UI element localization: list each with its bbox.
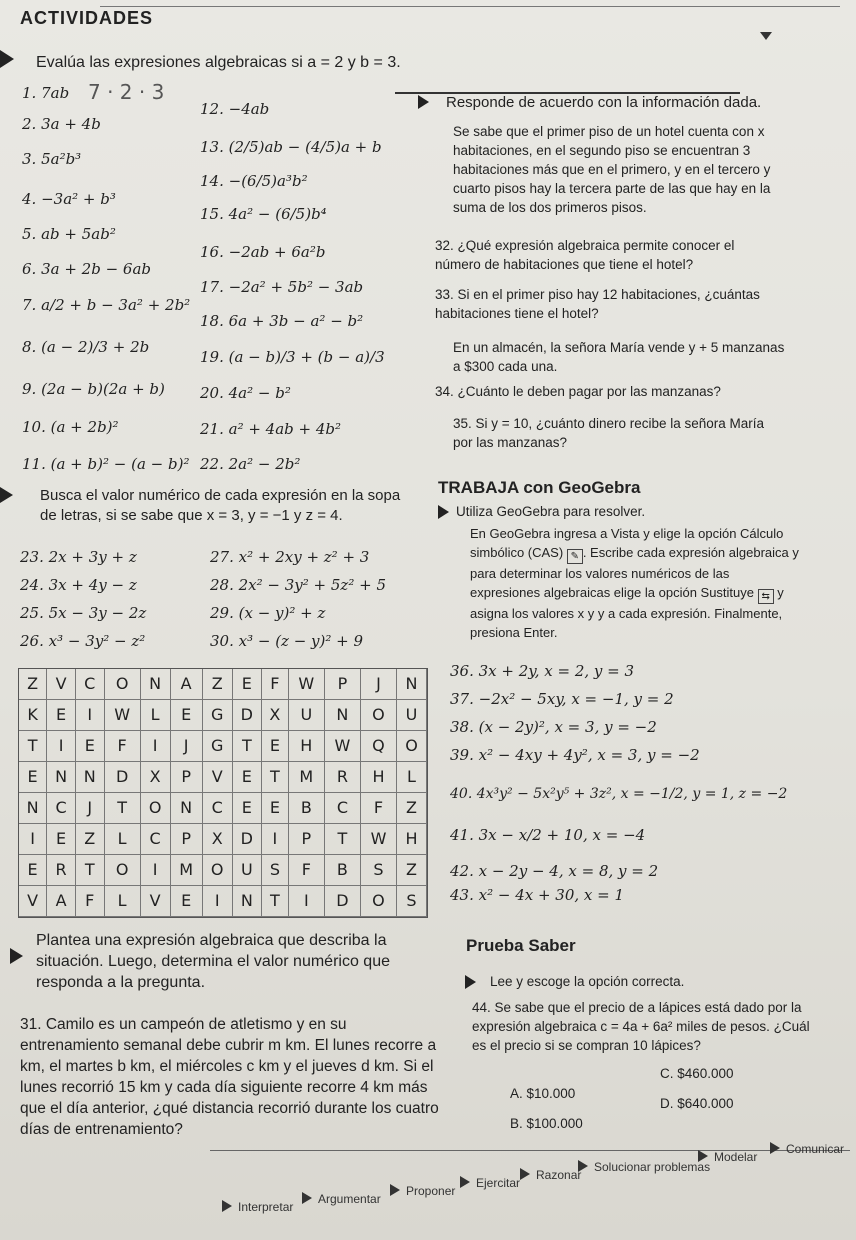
grid-cell[interactable]: O xyxy=(104,854,140,885)
expr-item: 42. x − 2y − 4, x = 8, y = 2 xyxy=(450,862,659,880)
expr-item: 14. −(6/5)a³b² xyxy=(200,172,308,190)
corner-mark-icon xyxy=(760,32,772,40)
grid-cell[interactable]: N xyxy=(397,669,427,699)
expr-item: 30. x³ − (z − y)² + 9 xyxy=(210,632,364,650)
grid-cell[interactable]: M xyxy=(170,854,202,885)
question-33: 33. Si en el primer piso hay 12 habitaciones, ¿cuántas habitaciones tiene el hotel? xyxy=(435,287,760,321)
bullet-arrow-icon xyxy=(0,50,14,68)
geogebra-body-part3: y asigna los valores x y y a cada expresión. Finalmente, presiona Enter. xyxy=(470,585,784,640)
grid-row xyxy=(19,854,427,885)
footer-item: Proponer xyxy=(390,1184,455,1198)
grid-cell[interactable]: E xyxy=(47,699,76,730)
grid-cell[interactable]: P xyxy=(170,823,202,854)
question-44: 44. Se sabe que el precio de a lápices está dado por la expresión algebraica c = 4a + 6a² miles de pesos. ¿Cuál es el precio si se compran 10 lápices? xyxy=(472,1000,810,1053)
section-title: ACTIVIDADES xyxy=(20,8,154,28)
question-31: 31. Camilo es un campeón de atletismo y en su entrenamiento semanal debe cubrir m km. El lunes recorre a km, el martes b km, el miércoles c km y el jueves d km. Si el lunes recorrió 15 km y cada día siguiente recorre 4 km más que el día anterior, ¿qué distancia recorrió durante los cuatro días de entrenamiento? xyxy=(20,1016,439,1138)
grid-cell[interactable]: L xyxy=(104,885,140,916)
footer-item: Modelar xyxy=(698,1150,757,1164)
grid-cell[interactable]: N xyxy=(140,669,170,699)
expr-item: 26. x³ − 3y² − z² xyxy=(20,632,146,650)
grid-cell[interactable]: C xyxy=(140,823,170,854)
grid-cell[interactable]: V xyxy=(19,885,47,916)
grid-cell[interactable]: F xyxy=(262,669,289,699)
question-35: 35. Si y = 10, ¿cuánto dinero recibe la señora María por las manzanas? xyxy=(453,416,765,450)
grid-cell[interactable]: H xyxy=(288,730,324,761)
arrow-icon xyxy=(460,1176,470,1188)
geogebra-body-part2: . Escribe cada expresión algebraica y para determinar los valores numéricos de las expresiones algebraicas elige la opción Sustituye xyxy=(470,545,799,600)
expr-item: 12. −4ab xyxy=(200,100,270,118)
expr-item: 20. 4a² − b² xyxy=(200,384,291,402)
grid-row xyxy=(19,669,427,699)
handwritten-note: 7 · 2 · 3 xyxy=(88,80,165,104)
grid-cell[interactable]: U xyxy=(288,699,324,730)
expr-item: 37. −2x² − 5xy, x = −1, y = 2 xyxy=(450,690,674,708)
plantea-instruction: Plantea una expresión algebraica que describa la situación. Luego, determina el valor numérico que responda a la pregunta. xyxy=(36,932,390,991)
expr-item: 27. x² + 2xy + z² + 3 xyxy=(210,548,370,566)
grid-cell[interactable]: E xyxy=(170,699,202,730)
arrow-icon xyxy=(698,1150,708,1162)
grid-row xyxy=(19,699,427,730)
grid-cell[interactable]: H xyxy=(397,823,427,854)
grid-cell[interactable]: N xyxy=(324,699,360,730)
word-search-grid xyxy=(18,668,428,918)
grid-cell[interactable]: B xyxy=(288,792,324,823)
grid-cell[interactable]: D xyxy=(232,823,261,854)
grid-cell[interactable]: O xyxy=(104,669,140,699)
grid-cell[interactable]: Z xyxy=(75,823,104,854)
grid-cell[interactable]: G xyxy=(202,730,232,761)
grid-cell[interactable]: D xyxy=(232,699,261,730)
grid-cell[interactable]: J xyxy=(360,669,396,699)
arrow-icon xyxy=(520,1168,530,1180)
grid-cell[interactable]: C xyxy=(75,669,104,699)
geogebra-instruction: Utiliza GeoGebra para resolver. xyxy=(456,504,646,519)
expr-item: 21. a² + 4ab + 4b² xyxy=(200,420,342,438)
grid-cell[interactable]: E xyxy=(19,854,47,885)
grid-cell[interactable]: S xyxy=(360,854,396,885)
grid-cell[interactable]: I xyxy=(262,823,289,854)
grid-cell[interactable]: J xyxy=(75,792,104,823)
grid-cell[interactable]: S xyxy=(397,885,427,916)
expr-item: 23. 2x + 3y + z xyxy=(20,548,137,566)
question-34: 34. ¿Cuánto le deben pagar por las manzanas? xyxy=(435,384,721,399)
expr-item: 6. 3a + 2b − 6ab xyxy=(22,260,152,278)
expr-item: 22. 2a² − 2b² xyxy=(200,455,301,473)
grid-cell[interactable]: W xyxy=(324,730,360,761)
grid-row xyxy=(19,730,427,761)
expr-item: 39. x² − 4xy + 4y², x = 3, y = −2 xyxy=(450,746,700,764)
bullet-arrow-icon xyxy=(0,487,13,503)
expr-item: 3. 5a²b³ xyxy=(22,150,82,168)
expr-item: 16. −2ab + 6a²b xyxy=(200,243,326,261)
grid-cell[interactable]: P xyxy=(170,761,202,792)
grid-cell[interactable]: L xyxy=(104,823,140,854)
footer-item: Argumentar xyxy=(302,1192,381,1206)
footer-item: Ejercitar xyxy=(460,1176,520,1190)
grid-cell[interactable]: H xyxy=(360,761,396,792)
arrow-icon xyxy=(770,1142,780,1154)
geogebra-body-part1: En GeoGebra ingresa a Vista y elige la opción Cálculo simbólico (CAS) xyxy=(470,526,784,560)
grid-cell[interactable]: O xyxy=(360,885,396,916)
option-c[interactable]: C. $460.000 xyxy=(660,1066,734,1081)
footer-item: Comunicar xyxy=(770,1142,844,1156)
grid-cell[interactable]: N xyxy=(232,885,261,916)
grid-cell[interactable]: W xyxy=(288,669,324,699)
expr-item: 36. 3x + 2y, x = 2, y = 3 xyxy=(450,662,635,680)
hotel-context: Se sabe que el primer piso de un hotel cuenta con x habitaciones, en el segundo piso se encuentran 3 habitaciones más que en el primero, y en el tercero y cuarto pisos hay la tercera parte de las que hay en la suma de los dos primeros pisos. xyxy=(453,124,771,215)
grid-cell[interactable]: I xyxy=(202,885,232,916)
expr-item: 7. a/2 + b − 3a² + 2b² xyxy=(22,296,191,314)
grid-cell[interactable]: U xyxy=(397,699,427,730)
grid-cell[interactable]: L xyxy=(397,761,427,792)
grid-cell[interactable]: U xyxy=(232,854,261,885)
grid-cell[interactable]: N xyxy=(19,792,47,823)
expr-item: 1. 7ab xyxy=(22,84,70,102)
evalua-instruction: Evalúa las expresiones algebraicas si a = 2 y b = 3. xyxy=(36,54,401,71)
grid-cell[interactable]: X xyxy=(202,823,232,854)
expr-item: 13. (2/5)ab − (4/5)a + b xyxy=(200,138,382,156)
grid-cell[interactable]: I xyxy=(140,730,170,761)
grid-row xyxy=(19,761,427,792)
grid-cell[interactable]: E xyxy=(19,761,47,792)
grid-cell[interactable]: A xyxy=(170,669,202,699)
grid-cell[interactable]: Z xyxy=(397,792,427,823)
grid-cell[interactable]: T xyxy=(19,730,47,761)
grid-row xyxy=(19,792,427,823)
geogebra-body xyxy=(470,524,800,642)
grid-cell[interactable]: O xyxy=(140,792,170,823)
expr-item: 8. (a − 2)/3 + 2b xyxy=(22,338,150,356)
grid-cell[interactable]: Z xyxy=(397,854,427,885)
grid-cell[interactable]: V xyxy=(47,669,76,699)
geogebra-title: TRABAJA con GeoGebra xyxy=(438,478,641,497)
grid-cell[interactable]: I xyxy=(47,730,76,761)
grid-cell[interactable]: A xyxy=(47,885,76,916)
prueba-title: Prueba Saber xyxy=(466,936,576,955)
bullet-arrow-icon xyxy=(418,95,429,109)
grid-cell[interactable]: I xyxy=(288,885,324,916)
expr-item: 15. 4a² − (6/5)b⁴ xyxy=(200,205,327,223)
substitute-icon: ⇆ xyxy=(758,589,774,604)
grid-cell[interactable]: L xyxy=(140,699,170,730)
expr-item: 41. 3x − x/2 + 10, x = −4 xyxy=(450,826,646,844)
grid-cell[interactable]: O xyxy=(360,699,396,730)
grid-cell[interactable]: O xyxy=(202,854,232,885)
busca-instruction: Busca el valor numérico de cada expresión en la sopa de letras, si se sabe que x = 3, y = −1 y z = 4. xyxy=(40,487,401,524)
expr-item: 4. −3a² + b³ xyxy=(22,190,116,208)
grid-cell[interactable]: T xyxy=(232,730,261,761)
grid-cell[interactable]: T xyxy=(262,885,289,916)
bullet-arrow-icon xyxy=(465,975,476,989)
option-b[interactable]: B. $100.000 xyxy=(510,1116,583,1131)
grid-cell[interactable]: K xyxy=(19,699,47,730)
arrow-icon xyxy=(302,1192,312,1204)
grid-cell[interactable]: E xyxy=(262,730,289,761)
grid-cell[interactable]: D xyxy=(324,885,360,916)
grid-cell[interactable]: Z xyxy=(19,669,47,699)
grid-cell[interactable]: C xyxy=(324,792,360,823)
grid-cell[interactable]: E xyxy=(262,792,289,823)
expr-item: 43. x² − 4x + 30, x = 1 xyxy=(450,886,625,904)
grid-cell[interactable]: E xyxy=(170,885,202,916)
grid-cell[interactable]: F xyxy=(288,854,324,885)
question-32: 32. ¿Qué expresión algebraica permite conocer el número de habitaciones que tiene el hotel? xyxy=(435,238,735,272)
arrow-icon xyxy=(222,1200,232,1212)
grid-cell[interactable]: O xyxy=(397,730,427,761)
grid-cell[interactable]: P xyxy=(324,669,360,699)
grid-cell[interactable]: C xyxy=(202,792,232,823)
grid-row xyxy=(19,823,427,854)
expr-item: 40. 4x³y² − 5x²y⁵ + 3z², x = −1/2, y = 1, z = −2 xyxy=(450,786,788,802)
grid-cell[interactable]: W xyxy=(104,699,140,730)
expr-item: 19. (a − b)/3 + (b − a)/3 xyxy=(200,348,385,366)
expr-item: 11. (a + b)² − (a − b)² xyxy=(22,455,190,473)
grid-cell[interactable]: Z xyxy=(202,669,232,699)
header-rule xyxy=(100,6,840,7)
arrow-icon xyxy=(390,1184,400,1196)
grid-cell[interactable]: I xyxy=(75,699,104,730)
prueba-instruction: Lee y escoge la opción correcta. xyxy=(490,974,685,989)
grid-cell[interactable]: S xyxy=(262,854,289,885)
hotel-instruction: Responde de acuerdo con la información dada. xyxy=(446,94,762,111)
option-d[interactable]: D. $640.000 xyxy=(660,1096,734,1111)
grid-cell[interactable]: T xyxy=(104,792,140,823)
grid-cell[interactable]: X xyxy=(262,699,289,730)
expr-item: 28. 2x² − 3y² + 5z² + 5 xyxy=(210,576,386,594)
expr-item: 10. (a + 2b)² xyxy=(22,418,119,436)
expr-item: 5. ab + 5ab² xyxy=(22,225,116,243)
grid-cell[interactable]: J xyxy=(170,730,202,761)
grid-cell[interactable]: V xyxy=(140,885,170,916)
grid-cell[interactable]: G xyxy=(202,699,232,730)
grid-cell[interactable]: N xyxy=(75,761,104,792)
grid-row xyxy=(19,885,427,916)
apples-context: En un almacén, la señora María vende y + 5 manzanas a $300 cada una. xyxy=(453,340,785,374)
grid-cell[interactable]: F xyxy=(75,885,104,916)
expr-item: 24. 3x + 4y − z xyxy=(20,576,137,594)
grid-cell[interactable]: Q xyxy=(360,730,396,761)
grid-cell[interactable]: I xyxy=(140,854,170,885)
grid-cell[interactable]: X xyxy=(140,761,170,792)
grid-cell[interactable]: T xyxy=(324,823,360,854)
grid-cell[interactable]: P xyxy=(288,823,324,854)
expr-item: 29. (x − y)² + z xyxy=(210,604,326,622)
expr-item: 17. −2a² + 5b² − 3ab xyxy=(200,278,364,296)
bullet-arrow-icon xyxy=(438,505,449,519)
grid-cell[interactable]: E xyxy=(232,761,261,792)
option-a[interactable]: A. $10.000 xyxy=(510,1086,576,1101)
grid-cell[interactable]: W xyxy=(360,823,396,854)
grid-cell[interactable]: N xyxy=(170,792,202,823)
cas-icon: ✎ xyxy=(567,549,583,564)
grid-cell[interactable]: R xyxy=(47,854,76,885)
grid-cell[interactable]: I xyxy=(19,823,47,854)
grid-cell[interactable]: R xyxy=(324,761,360,792)
grid-cell[interactable]: V xyxy=(202,761,232,792)
grid-cell[interactable]: N xyxy=(47,761,76,792)
grid-cell[interactable]: T xyxy=(75,854,104,885)
expr-item: 2. 3a + 4b xyxy=(22,115,101,133)
grid-cell[interactable]: E xyxy=(232,669,261,699)
grid-cell[interactable]: B xyxy=(324,854,360,885)
grid-cell[interactable]: E xyxy=(232,792,261,823)
footer-item: Razonar xyxy=(520,1168,581,1182)
arrow-icon xyxy=(578,1160,588,1172)
grid-cell[interactable]: E xyxy=(75,730,104,761)
grid-cell[interactable]: M xyxy=(288,761,324,792)
footer-item: Interpretar xyxy=(222,1200,293,1214)
grid-cell[interactable]: E xyxy=(47,823,76,854)
expr-item: 18. 6a + 3b − a² − b² xyxy=(200,312,364,330)
grid-cell[interactable]: F xyxy=(104,730,140,761)
expr-item: 9. (2a − b)(2a + b) xyxy=(22,380,165,398)
expr-item: 38. (x − 2y)², x = 3, y = −2 xyxy=(450,718,657,736)
grid-cell[interactable]: F xyxy=(360,792,396,823)
expr-item: 25. 5x − 3y − 2z xyxy=(20,604,147,622)
grid-cell[interactable]: C xyxy=(47,792,76,823)
grid-cell[interactable]: D xyxy=(104,761,140,792)
grid-cell[interactable]: T xyxy=(262,761,289,792)
bullet-arrow-icon xyxy=(10,948,23,964)
footer-item: Solucionar problemas xyxy=(578,1160,710,1174)
